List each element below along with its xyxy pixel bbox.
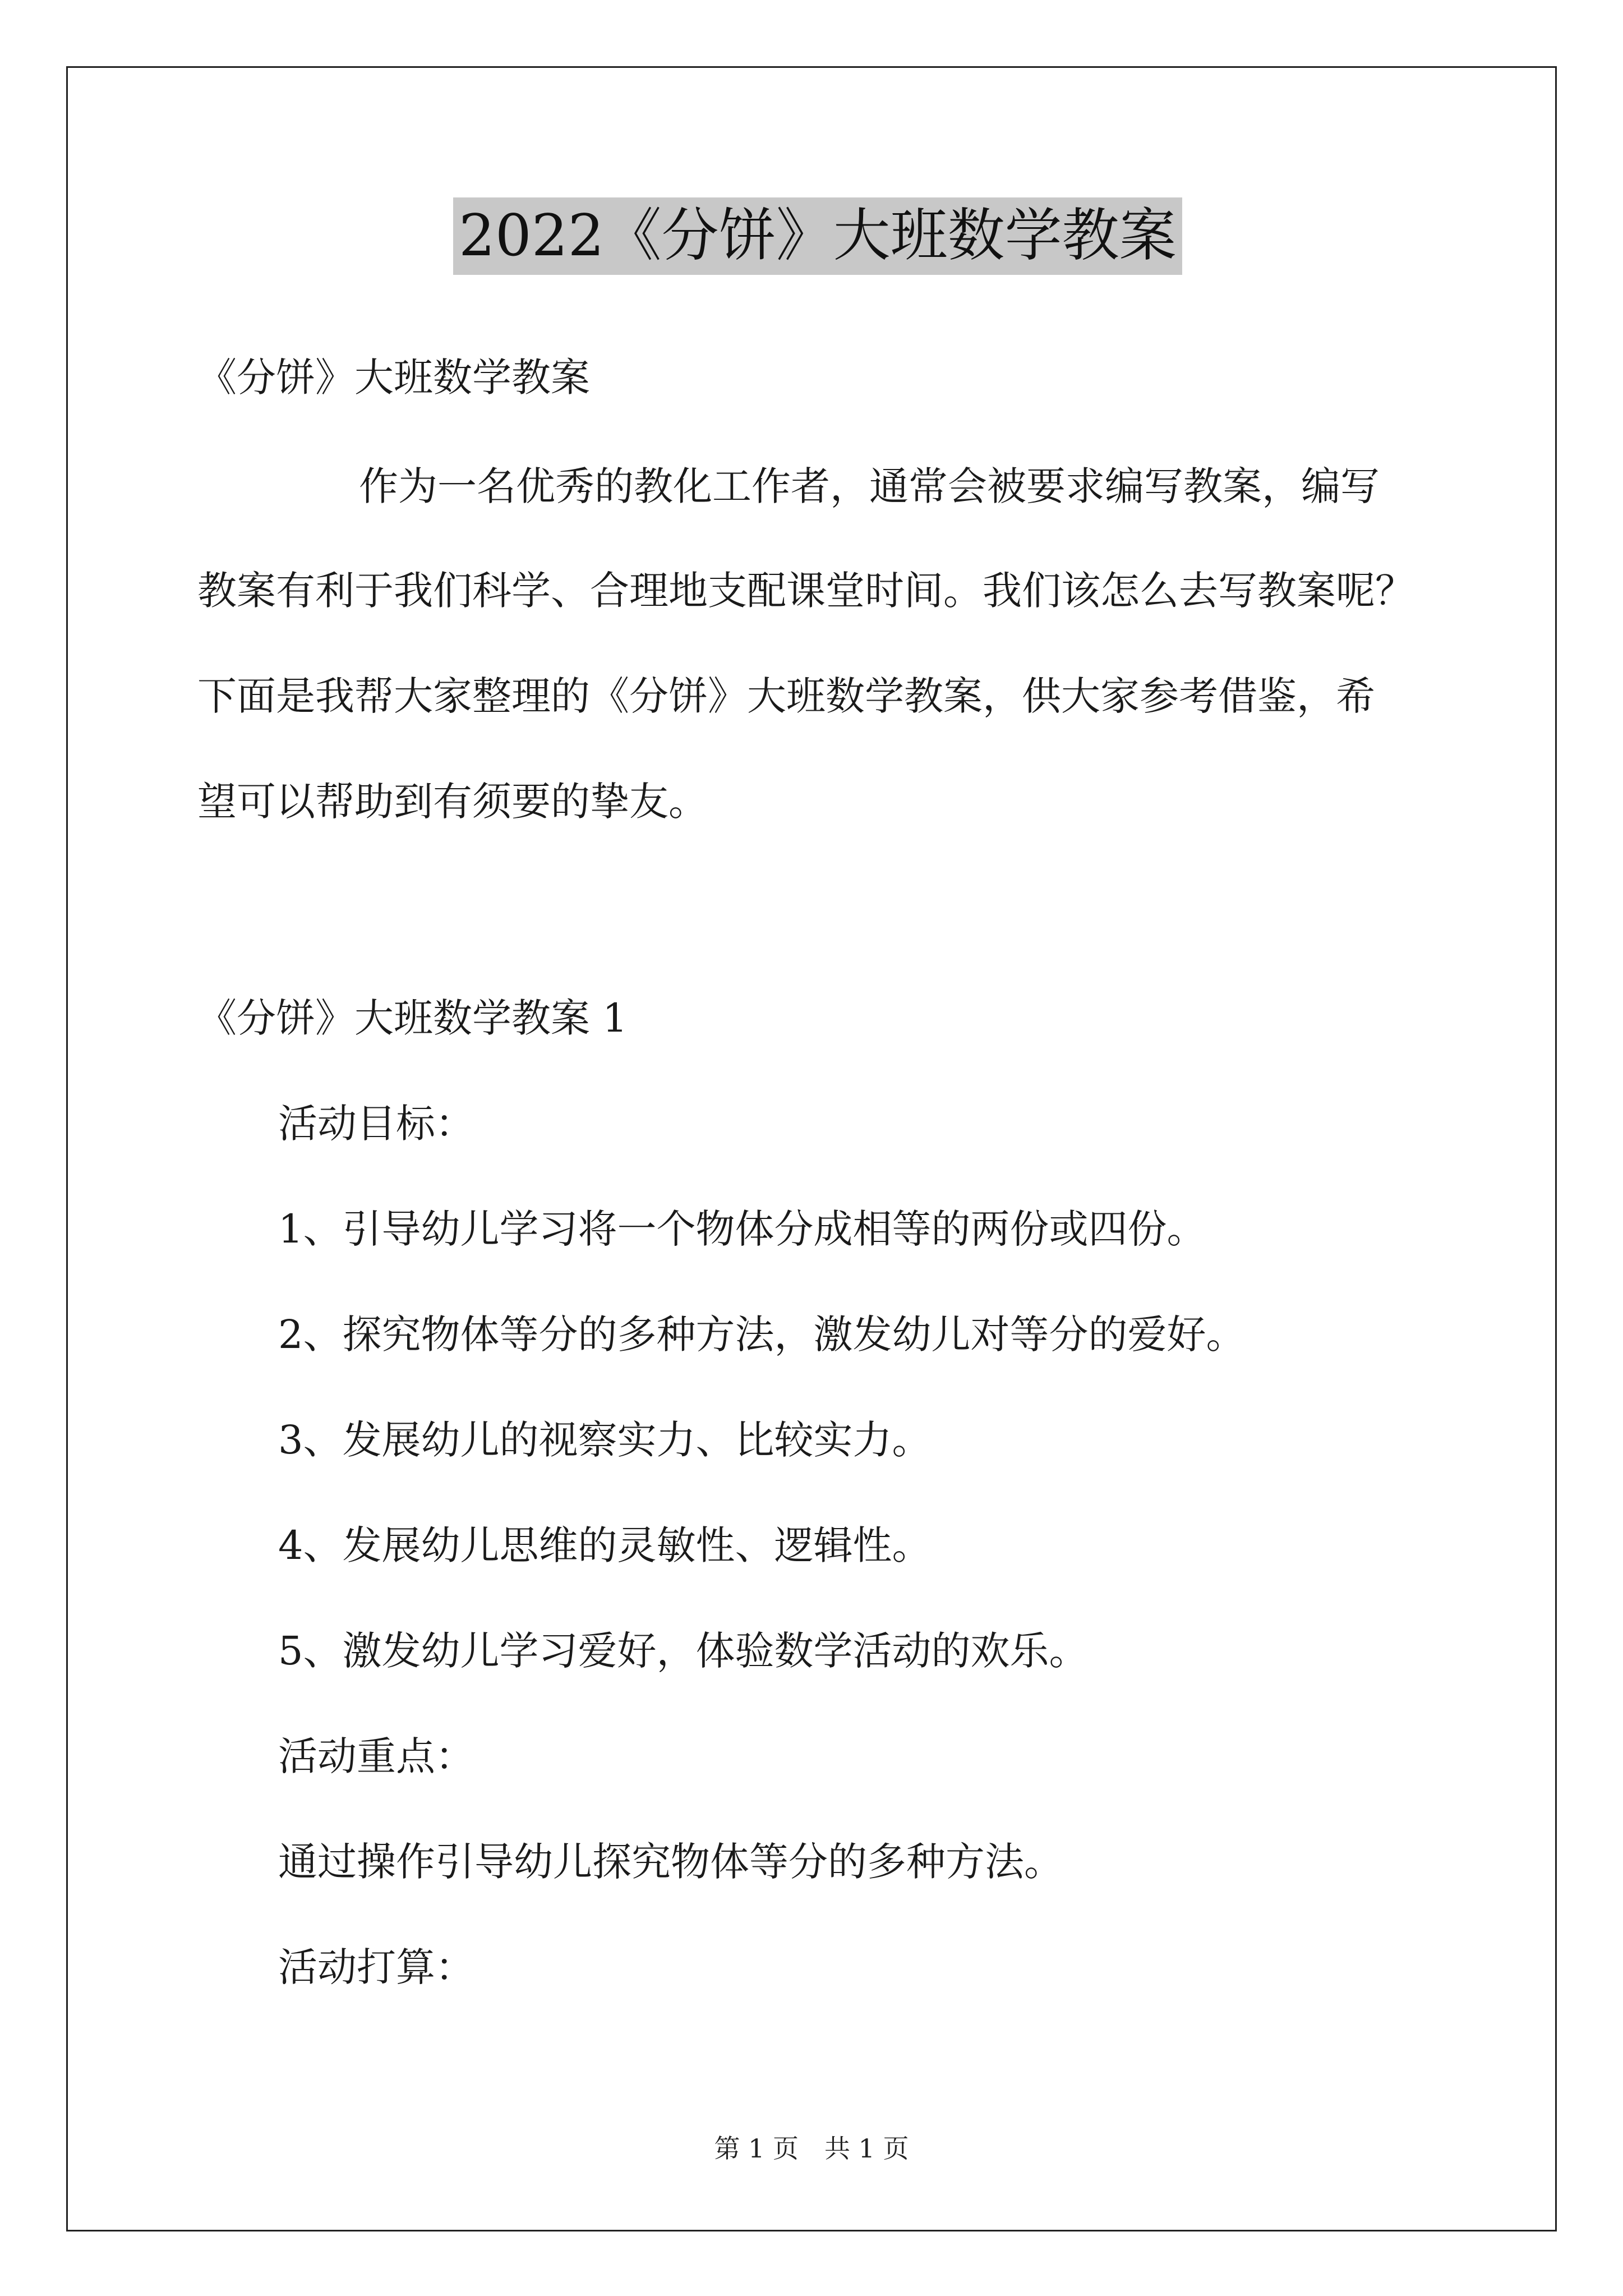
intro-line-1: 作为一名优秀的教化工作者，通常会被要求编写教案，编写 <box>359 463 1380 509</box>
page-footer: 第 1 页 共 1 页 <box>714 2133 909 2164</box>
key-heading: 活动重点： <box>278 1733 474 1779</box>
key-text: 通过操作引导幼儿探究物体等分的多种方法。 <box>278 1839 1063 1885</box>
goal-item-4: 4、发展幼儿思维的灵敏性、逻辑性。 <box>278 1522 932 1568</box>
goal-item-1: 1、引导幼儿学习将一个物体分成相等的两份或四份。 <box>278 1206 1206 1252</box>
intro-line-2: 教案有利于我们科学、合理地支配课堂时间。我们该怎么去写教案呢？ <box>197 568 1414 614</box>
intro-line-3: 下面是我帮大家整理的《分饼》大班数学教案，供大家参考借鉴，希 <box>197 673 1375 719</box>
document-subtitle: 《分饼》大班数学教案 <box>197 355 590 401</box>
document-title: 2022《分饼》大班数学教案 <box>453 197 1182 275</box>
goal-item-3: 3、发展幼儿的视察实力、比较实力。 <box>278 1417 932 1463</box>
goals-heading: 活动目标： <box>278 1101 474 1147</box>
prep-heading: 活动打算： <box>278 1944 474 1990</box>
goal-item-5: 5、激发幼儿学习爱好，体验数学活动的欢乐。 <box>278 1628 1089 1674</box>
section-heading: 《分饼》大班数学教案 1 <box>197 995 628 1041</box>
goal-item-2: 2、探究物体等分的多种方法，激发幼儿对等分的爱好。 <box>278 1312 1246 1358</box>
intro-line-4: 望可以帮助到有须要的挚友。 <box>197 779 708 825</box>
